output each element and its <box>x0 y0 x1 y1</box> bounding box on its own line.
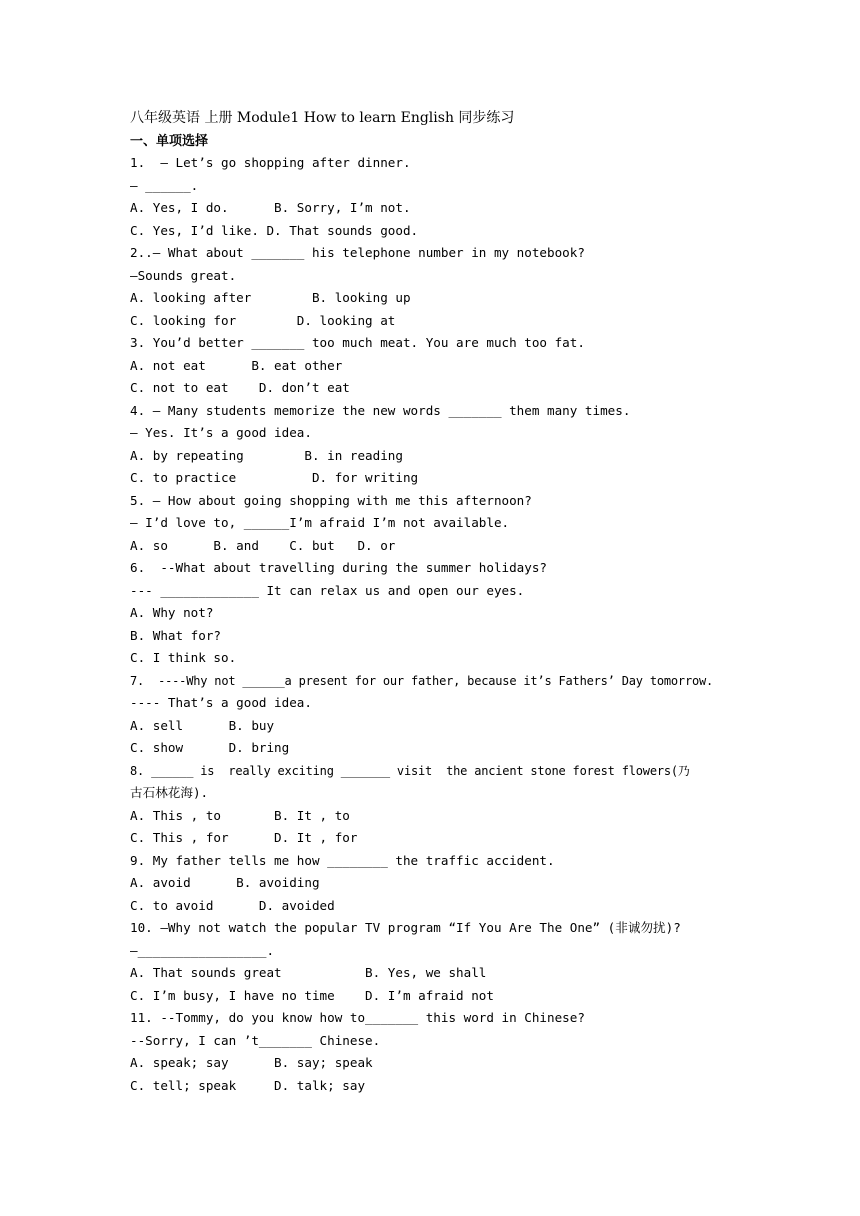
text-line: – ______. <box>130 177 199 193</box>
text-line: —Sounds great. <box>130 267 237 283</box>
text-line: 1. – Let’s go shopping after dinner. <box>130 155 411 170</box>
text-line: A. speak; say B. say; speak <box>130 1055 373 1070</box>
text-line: 6. --What about travelling during the summer holidays? <box>130 560 548 575</box>
text-line: 4. — Many students memorize the new words _______ them many times. <box>130 402 631 418</box>
section-heading: 一、单项选择 <box>130 134 209 149</box>
text-line: C. I think so. <box>130 650 237 665</box>
text-line: --- _____________ It can relax us and open our eyes. <box>130 582 525 598</box>
text-line: 8. ______ is really exciting _______ visit the ancient stone forest flowers(乃 <box>130 763 690 778</box>
text-line: 3. You’d better _______ too much meat. You are much too fat. <box>130 335 585 350</box>
text-line: 10. —Why not watch the popular TV program “If You Are The One” (非诚勿扰)? <box>130 920 681 935</box>
text-line: A. by repeating B. in reading <box>130 447 403 463</box>
text-line: 2..— What about _______ his telephone number in my notebook? <box>130 245 585 260</box>
text-line: C. Yes, I’d like. D. That sounds good. <box>130 222 419 238</box>
text-line: C. not to eat D. don’t eat <box>130 380 350 395</box>
text-line: C. to avoid D. avoided <box>130 897 335 913</box>
text-line: A. This , to B. It , to <box>130 807 350 823</box>
text-line: A. Why not? <box>130 605 214 620</box>
text-line: — Yes. It’s a good idea. <box>130 425 312 440</box>
text-line: A. avoid B. avoiding <box>130 875 320 890</box>
text-line: 9. My father tells me how ________ the traffic accident. <box>130 852 555 868</box>
document-title: 八年级英语 上册 Module1 How to learn English 同步练习 <box>130 110 515 126</box>
text-line: A. looking after B. looking up <box>130 290 411 305</box>
text-line: B. What for? <box>130 627 221 643</box>
text-line: 5. — How about going shopping with me this afternoon? <box>130 492 532 508</box>
text-line: C. show D. bring <box>130 740 290 755</box>
text-line: C. I’m busy, I have no time D. I’m afraid not <box>130 987 494 1003</box>
text-line: —_________________. <box>130 942 275 958</box>
text-line: A. sell B. buy <box>130 717 275 733</box>
text-line: C. to practice D. for writing <box>130 470 419 485</box>
question-list <box>130 152 740 1097</box>
text-line: ---- That’s a good idea. <box>130 695 312 710</box>
text-line: C. looking for D. looking at <box>130 312 396 328</box>
text-line: A. not eat B. eat other <box>130 357 343 373</box>
text-line: 7. ----Why not ______a present for our father, because it’s Fathers’ Day tomorrow. <box>130 673 714 688</box>
text-line: — I’d love to, ______I’m afraid I’m not available. <box>130 515 510 530</box>
text-line: A. Yes, I do. B. Sorry, I’m not. <box>130 200 411 215</box>
text-line: --Sorry, I can ’t_______ Chinese. <box>130 1032 381 1048</box>
text-line: A. That sounds great B. Yes, we shall <box>130 965 487 980</box>
text-line: C. tell; speak D. talk; say <box>130 1077 366 1093</box>
text-line: 古石林花海). <box>130 785 209 800</box>
text-line: 11. --Tommy, do you know how to_______ this word in Chinese? <box>130 1010 585 1025</box>
text-line: A. so B. and C. but D. or <box>130 537 396 553</box>
text-line: C. This , for D. It , for <box>130 830 358 845</box>
